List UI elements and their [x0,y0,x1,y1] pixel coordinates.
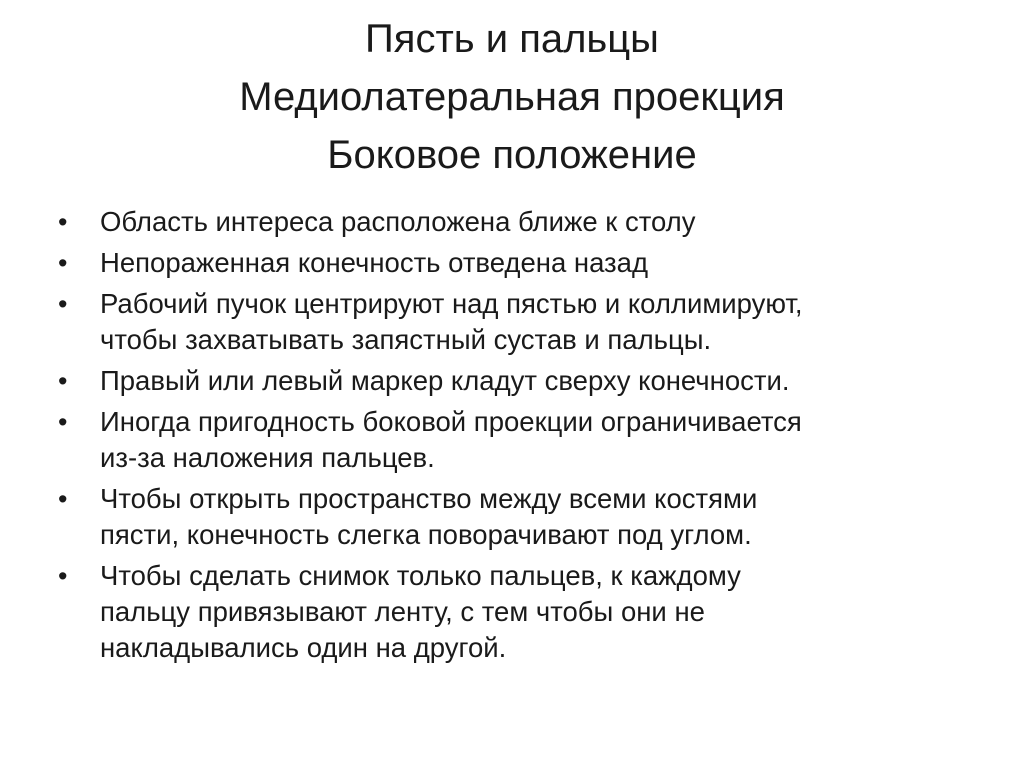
bullet-text-line: Чтобы открыть пространство между всеми костями [100,483,758,514]
bullet-item [58,245,978,281]
bullet-text-line: накладывались один на другой. [100,632,507,663]
bullet-item [58,363,978,399]
bullet-item [58,558,978,666]
bullet-item [58,404,978,476]
bullet-text-line: пясти, конечность слегка поворачивают под углом. [100,519,752,550]
bullet-text-line: Правый или левый маркер кладут сверху конечности. [100,365,790,396]
slide-title [0,10,1024,184]
bullet-icon: • [58,561,68,591]
bullet-text-line: Иногда пригодность боковой проекции ограничивается [100,406,802,437]
title-line-1: Пясть и пальцы [365,17,659,61]
bullet-icon: • [58,484,68,514]
bullet-icon: • [58,407,68,437]
bullet-list [58,204,978,671]
bullet-item [58,286,978,358]
bullet-text-line: пальцу привязывают ленту, с тем чтобы они не [100,596,705,627]
bullet-text-line: Рабочий пучок центрируют над пястью и коллимируют, [100,288,803,319]
bullet-text-line: Непораженная конечность отведена назад [100,247,648,278]
bullet-item [58,204,978,240]
bullet-text-line: Область интереса расположена ближе к столу [100,206,696,237]
bullet-icon: • [58,207,68,237]
bullet-icon: • [58,366,68,396]
bullet-text-line: Чтобы сделать снимок только пальцев, к каждому [100,560,741,591]
bullet-item [58,481,978,553]
bullet-text-line: чтобы захватывать запястный сустав и пальцы. [100,324,712,355]
title-line-3: Боковое положение [327,133,697,177]
bullet-icon: • [58,289,68,319]
bullet-icon: • [58,248,68,278]
title-line-2: Медиолатеральная проекция [239,75,785,119]
bullet-text-line: из-за наложения пальцев. [100,442,435,473]
